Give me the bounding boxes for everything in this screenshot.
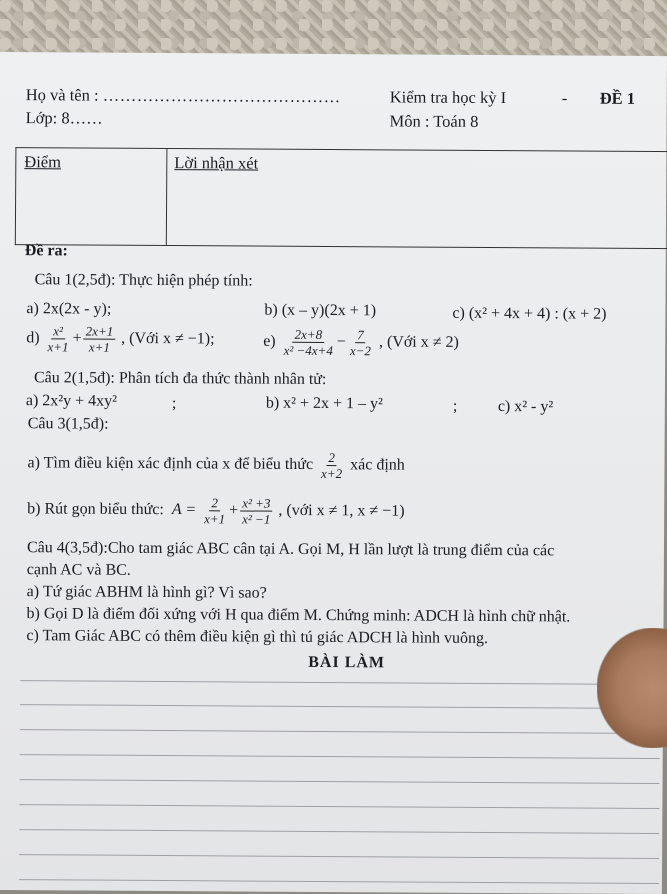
q2-sep-1: ; (171, 395, 177, 413)
q1-e: e) $\frac{2x+8}{\text{x² −4x+4}}$ − $\frac{7}{x-2}$ , (Với x ≠ 2) (263, 326, 459, 359)
q1-e-label: e) (263, 332, 276, 350)
name-row (26, 85, 341, 107)
class-label: Lớp: 8…… (25, 108, 103, 128)
q2-a: a) 2x²y + 4xy² (25, 392, 117, 410)
answer-line (19, 879, 659, 884)
q4-b: b) Gọi D là điểm đối xứng với H qua điểm M. Chứng minh: ADCH là hình chữ nhật. (26, 605, 571, 626)
score-divider (166, 149, 168, 245)
thumb-photo-artifact (597, 628, 667, 748)
q4-title-line-1: Câu 4(3,5đ):Cho tam giác ABC cân tại A. Gọi M, H lần lượt là trung điểm của các (26, 539, 555, 560)
comment-label: Lời nhận xét (174, 153, 259, 173)
q3-a (27, 448, 405, 481)
answer-line (19, 804, 659, 809)
q4-c: c) Tam Giác ABC có thêm điều kiện gì thì tú giác ADCH là hình vuông. (26, 627, 489, 647)
title-dash: - (561, 88, 568, 108)
q1-d-label: d) (26, 329, 40, 347)
answer-line (20, 680, 660, 685)
q2-b: b) x² + 2x + 1 – y² (265, 394, 383, 413)
subject-label: Môn : Toán 8 (389, 111, 479, 131)
q3-a-text: a) Tìm điều kiện xác định của x để biểu thức (27, 454, 314, 474)
answer-line (19, 829, 659, 834)
q1-title: Câu 1(2,5đ): Thực hiện phép tính: (34, 271, 253, 290)
q3-b-condition: , (với x ≠ 1, x ≠ −1) (278, 501, 405, 520)
q3-b: b) Rút gọn biểu thức: A = $\frac{2}{x+1}$ + $\frac{\text{x² +3}}{\text{x² −1}}$ , (với x ≠ 1, x ≠ −1) (27, 495, 405, 527)
q3-a-suffix: xác định (350, 456, 405, 474)
q1-e-fraction-1: $\frac{2x+8}{\text{x² −4x+4}}$ (283, 326, 333, 359)
q1-e-condition: , (Với x ≠ 2) (378, 333, 459, 351)
q3-b-fraction-2: $\frac{\text{x² +3}}{\text{x² −1}}$ (242, 495, 271, 527)
q1-d-fraction-2: $\frac{2x+1}{x+1}$ (84, 324, 116, 355)
q1-d-fraction-1: $\frac{\text{x²}}{x+1}$ (47, 323, 69, 355)
q4-a: a) Tứ giác ABHM là hình gì? Vì sao? (26, 583, 267, 602)
q3-title: Câu 3(1,5đ): (27, 415, 109, 433)
q2-sep-2: ; (452, 397, 458, 415)
q1-e-fraction-2: $\frac{7}{x-2}$ (349, 327, 371, 359)
score-box (15, 147, 667, 249)
exam-code: ĐỀ 1 (599, 88, 636, 108)
name-label: Họ và tên : (25, 85, 99, 105)
q1-b: b) (x – y)(2x + 1) (264, 301, 377, 320)
name-dots: …………………………………… (102, 85, 341, 107)
problems-heading: Đề ra: (24, 242, 68, 260)
answer-line (20, 729, 660, 734)
q1-d: d) $\frac{\text{x²}}{x+1}$ + $\frac{2x+1}{x+1}$ , (Với x ≠ −1); (26, 323, 215, 355)
q3-a-fraction: $\frac{2}{x+2}$ (321, 450, 343, 482)
answer-line (19, 854, 659, 859)
q1-d-condition: , (Với x ≠ −1); (121, 329, 215, 348)
score-label: Điểm (24, 152, 62, 172)
exam-title: Kiểm tra học kỳ I (389, 87, 507, 108)
q3-b-text: b) Rút gọn biểu thức: (27, 500, 164, 519)
exam-paper (0, 52, 667, 894)
answer-line (20, 779, 660, 784)
q1-a: a) 2x(2x - y); (26, 300, 112, 318)
answer-line (20, 704, 660, 709)
answer-line (20, 754, 660, 759)
q3-b-fraction-1: $\frac{2}{x+1}$ (204, 495, 226, 527)
q3-b-A: A = (171, 501, 197, 519)
q2-c: c) x² - y² (497, 398, 554, 416)
answer-heading: BÀI LÀM (308, 653, 386, 672)
q4-title-line-2: cạnh AC và BC. (26, 561, 131, 579)
q1-c: c) (x² + 4x + 4) : (x + 2) (452, 304, 607, 323)
q2-title: Câu 2(1,5đ): Phân tích đa thức thành nhân tử: (33, 369, 327, 388)
